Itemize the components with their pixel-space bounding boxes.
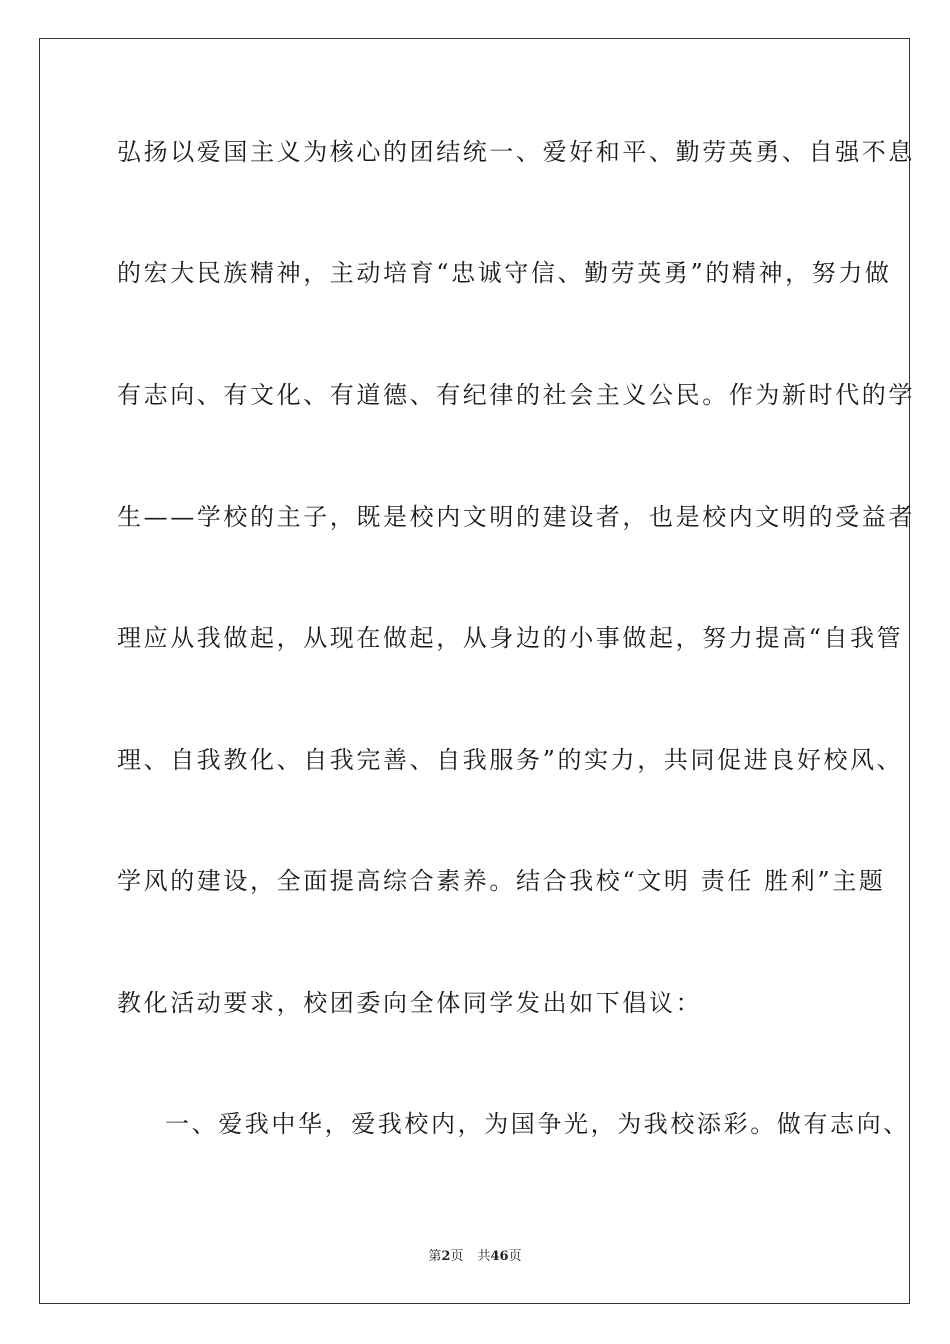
text-line-1: 弘扬以爱国主义为核心的团结统一、爱好和平、勤劳英勇、自强不息 <box>117 138 915 166</box>
page-prefix: 第 <box>428 1249 442 1264</box>
text-line-7: 学风的建设，全面提高综合素养。结合我校“文明 责任 胜利”主题 <box>117 867 886 895</box>
text-line-5: 理应从我做起，从现在做起，从身边的小事做起，努力提高“自我管 <box>117 624 904 652</box>
text-line-8: 教化活动要求，校团委向全体同学发出如下倡议： <box>117 989 703 1017</box>
text-line-4: 生——学校的主子，既是校内文明的建设者，也是校内文明的受益者 <box>117 503 915 531</box>
total-pages: 46 <box>490 1249 509 1264</box>
text-line-9: 一、爱我中华，爱我校内，为国争光，为我校添彩。做有志向、 <box>165 1110 910 1138</box>
text-line-6: 理、自我教化、自我完善、自我服务”的实力，共同促进良好校风、 <box>117 746 904 774</box>
page-number: 2 <box>441 1249 451 1264</box>
page-footer <box>0 1248 950 1266</box>
text-line-3: 有志向、有文化、有道德、有纪律的社会主义公民。作为新时代的学 <box>117 381 915 409</box>
total-suffix: 页 <box>508 1249 522 1264</box>
page-suffix: 页 <box>450 1249 464 1264</box>
total-prefix: 共 <box>477 1249 491 1264</box>
text-line-2: 的宏大民族精神，主动培育“忠诚守信、勤劳英勇”的精神，努力做 <box>117 259 892 287</box>
